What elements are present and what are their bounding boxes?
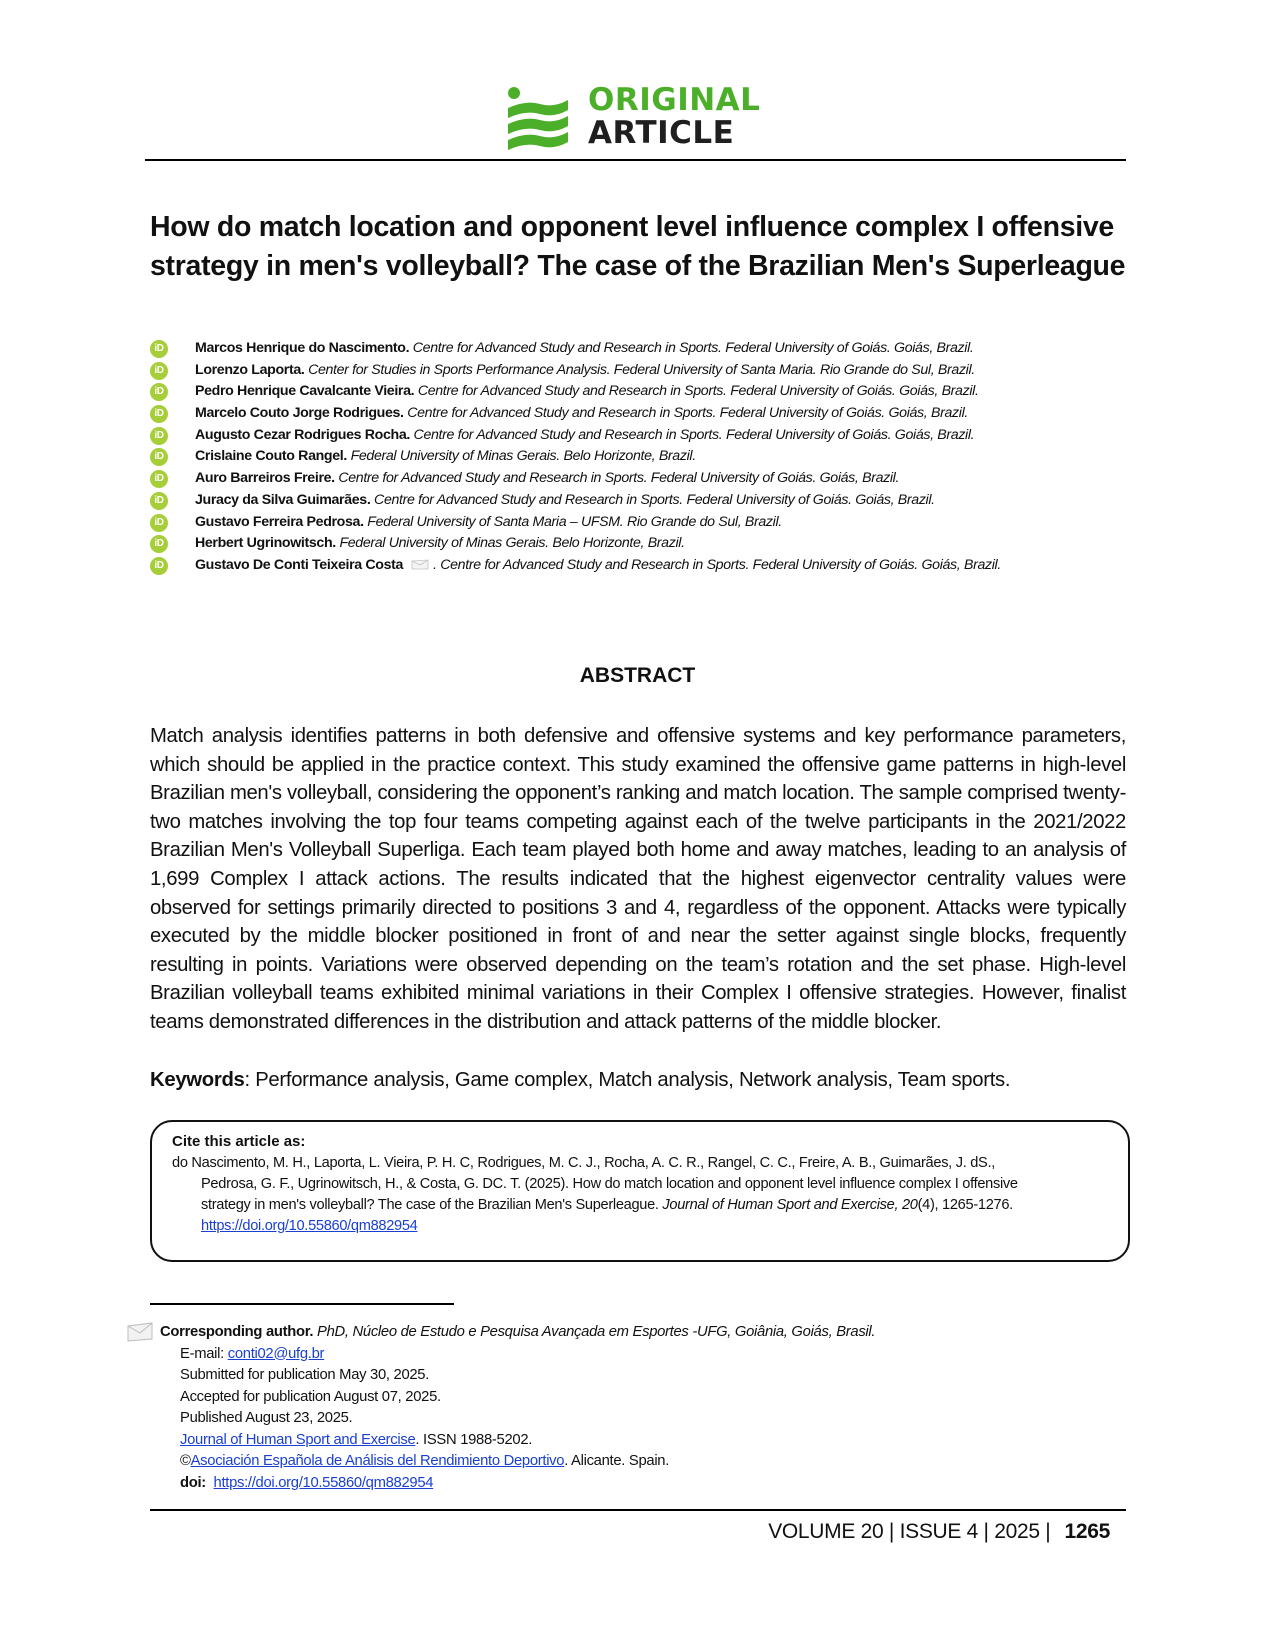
footnote-doi-link[interactable]: https://doi.org/10.55860/qm882954 <box>213 1474 434 1491</box>
citation-article-title: strategy in men's volleyball? The case of the Brazilian Men's Superleague. <box>201 1197 663 1213</box>
author-row-corresponding <box>150 555 1150 577</box>
author-affiliation: Centre for Advanced Study and Research in Sports. Federal University of Goiás. Goiás, Brazil. <box>338 470 900 487</box>
journal-link[interactable]: Journal of Human Sport and Exercise <box>180 1431 416 1448</box>
citation-line-3 <box>172 1195 1112 1216</box>
orcid-icon[interactable]: iD <box>150 383 168 401</box>
author-name: Lorenzo Laporta. <box>195 361 305 378</box>
author-name: Herbert Ugrinowitsch. <box>195 535 336 552</box>
orcid-icon[interactable]: iD <box>150 427 168 445</box>
author-affiliation: . Centre for Advanced Study and Research in Sports. Federal University of Goiás. Goiás, Brazil. <box>433 556 1001 573</box>
logo-line-article: ARTICLE <box>588 115 735 151</box>
author-affiliation: Federal University of Minas Gerais. Belo Horizonte, Brazil. <box>339 535 685 552</box>
doi-label: doi: <box>180 1474 206 1491</box>
orcid-icon[interactable]: iD <box>150 448 168 466</box>
author-affiliation: Centre for Advanced Study and Research in Sports. Federal University of Goiás. Goiás, Brazil. <box>407 405 968 422</box>
author-name: Augusto Cezar Rodrigues Rocha. <box>195 426 410 443</box>
author-row <box>150 512 1150 534</box>
orcid-icon[interactable]: iD <box>150 557 168 575</box>
citation-line-1: do Nascimento, M. H., Laporta, L. Vieira, P. H. C, Rodrigues, M. C. J., Rocha, A. C. R., Rangel, C. C., Freire, A. B., Guimarães, J. dS., <box>172 1155 995 1171</box>
association-link[interactable]: Asociación Española de Análisis del Rendimiento Deportivo <box>190 1453 565 1469</box>
author-list <box>150 338 1150 577</box>
orcid-icon[interactable]: iD <box>150 470 168 488</box>
footnote-rule <box>150 1303 454 1305</box>
original-article-logo <box>506 82 776 152</box>
orcid-icon[interactable]: iD <box>150 492 168 510</box>
email-label: E-mail: <box>180 1345 228 1362</box>
abstract-heading: ABSTRACT <box>579 664 696 687</box>
orcid-icon[interactable]: iD <box>150 340 168 358</box>
corr-affiliation: PhD, Núcleo de Estudo e Pesquisa Avançada em Esportes -UFG, Goiânia, Goiás, Brasil. <box>317 1324 876 1340</box>
page-number: 1265 <box>1064 1520 1110 1543</box>
author-name: Gustavo Ferreira Pedrosa. <box>195 513 364 530</box>
author-affiliation: Center for Studies in Sports Performance Analysis. Federal University of Santa Maria. Rio Grande do Sul, Brazil. <box>308 361 975 378</box>
author-affiliation: Centre for Advanced Study and Research in Sports. Federal University of Goiás. Goiás, Brazil. <box>417 383 979 400</box>
orcid-icon[interactable]: iD <box>150 535 168 553</box>
journal-stripes-icon <box>506 86 570 152</box>
page-footer <box>0 1520 1110 1544</box>
header-rule <box>145 159 1126 161</box>
keywords-label: Keywords <box>150 1069 245 1091</box>
author-name: Gustavo De Conti Teixeira Costa <box>195 556 404 573</box>
footer-rule <box>150 1509 1126 1511</box>
author-row <box>150 425 1150 447</box>
abstract-text: Match analysis identifies patterns in both defensive and offensive systems and key performance parameters, which should be applied in the practice context. This study examined the offensive game patterns in high-level Brazilian men's volleyball, considering the opponent’s ranking and match location. The sample comprised twenty-two matches involving the top four teams competing against each of the twelve participants in the 2021/2022 Brazilian Men's Volleyball Superliga. Each team played both home and away matches, leading to an analysis of 1,699 Complex I attack actions. The results indicated that the highest eigenvector centrality values were observed for settings primarily directed to positions 3 and 4, regardless of the opponent. Attacks were typically executed by the middle blocker positioned in front of and near the setter against single blocks, frequently resulting in points. Variations were observed depending on the team’s rotation and the set phase. High-level Brazilian volleyball teams exhibited minimal variations in their Complex I offensive strategies. However, finalist teams demonstrated differences in the distribution and attack patterns of the middle blocker. <box>150 725 1126 1033</box>
article-title: How do match location and opponent level influence complex I offensive strategy in men's volleyball? The case of the Brazilian Men's Superleague <box>150 211 1126 282</box>
citation-doi-link[interactable]: https://doi.org/10.55860/qm882954 <box>201 1218 418 1234</box>
author-affiliation: Centre for Advanced Study and Research in Sports. Federal University of Goiás. Goiás, Brazil. <box>374 491 935 508</box>
email-link[interactable]: conti02@ufg.br <box>227 1345 325 1362</box>
submitted-date: Submitted for publication May 30, 2025. <box>180 1367 430 1383</box>
author-affiliation: Centre for Advanced Study and Research in Sports. Federal University of Goiás. Goiás, Brazil. <box>412 340 974 356</box>
copyright-symbol: © <box>180 1453 191 1469</box>
issn: . ISSN 1988-5202. <box>415 1431 533 1448</box>
citation-text <box>172 1153 1112 1237</box>
citation-issue-pages: (4), 1265-1276. <box>917 1197 1013 1213</box>
keywords-list: : Performance analysis, Game complex, Match analysis, Network analysis, Team sports. <box>244 1069 1011 1091</box>
author-affiliation: Federal University of Santa Maria – UFSM. Rio Grande do Sul, Brazil. <box>367 513 782 530</box>
author-name: Auro Barreiros Freire. <box>195 470 335 487</box>
citation-line-2: Pedrosa, G. F., Ugrinowitsch, H., & Costa, G. DC. T. (2025). How do match location and opponent level influence complex I offensive <box>201 1176 1018 1192</box>
orcid-icon[interactable]: iD <box>150 405 168 423</box>
author-name: Juracy da Silva Guimarães. <box>195 491 371 508</box>
citation-journal: Journal of Human Sport and Exercise, 20 <box>662 1197 918 1213</box>
orcid-icon[interactable]: iD <box>150 362 168 380</box>
author-name: Crislaine Couto Rangel. <box>195 448 347 465</box>
issue-info: VOLUME 20 | ISSUE 4 | 2025 | <box>768 1520 1051 1543</box>
author-row <box>150 490 1150 512</box>
envelope-icon <box>411 559 429 570</box>
association-location: . Alicante. Spain. <box>564 1453 670 1469</box>
author-row <box>150 533 1150 555</box>
published-date: Published August 23, 2025. <box>180 1410 353 1426</box>
author-row <box>150 446 1150 468</box>
author-name: Pedro Henrique Cavalcante Vieira. <box>195 383 415 400</box>
citation-label: Cite this article as: <box>172 1133 306 1150</box>
envelope-icon <box>127 1322 153 1342</box>
author-row <box>150 381 1150 403</box>
keywords <box>150 1066 1140 1094</box>
author-name: Marcos Henrique do Nascimento. <box>195 340 410 356</box>
accepted-date: Accepted for publication August 07, 2025. <box>180 1388 441 1405</box>
author-affiliation: Federal University of Minas Gerais. Belo Horizonte, Brazil. <box>350 448 696 465</box>
author-row <box>150 360 1150 382</box>
logo-line-original: ORIGINAL <box>588 82 761 118</box>
author-affiliation: Centre for Advanced Study and Research in Sports. Federal University of Goiás. Goiás, Brazil. <box>413 426 975 443</box>
author-row <box>150 403 1150 425</box>
author-name: Marcelo Couto Jorge Rodrigues. <box>195 405 404 422</box>
author-row <box>150 468 1150 490</box>
corr-label: Corresponding author. <box>160 1324 314 1340</box>
orcid-icon[interactable]: iD <box>150 514 168 532</box>
author-row <box>150 338 1150 360</box>
